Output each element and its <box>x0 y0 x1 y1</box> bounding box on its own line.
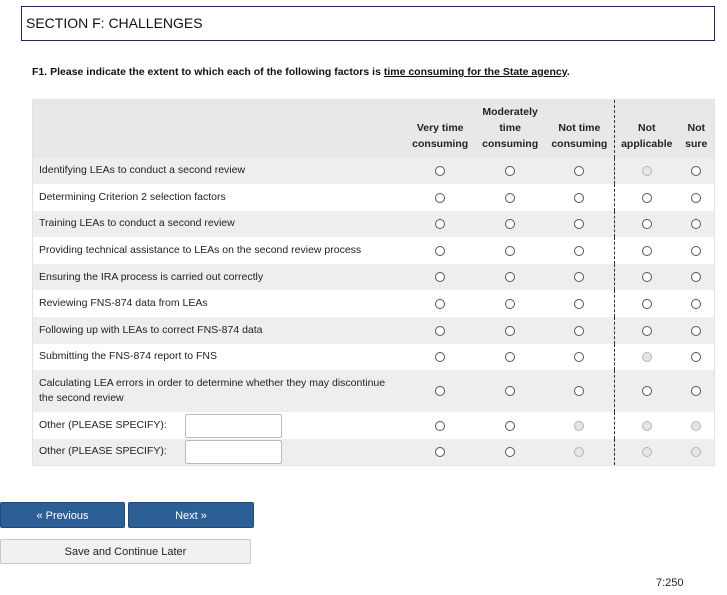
save-and-continue-later-button[interactable]: Save and Continue Later <box>0 539 251 564</box>
row-label: Providing technical assistance to LEAs on the second review process <box>33 237 405 264</box>
table-row <box>33 412 715 439</box>
radio-moderately-time-consuming[interactable] <box>505 447 515 457</box>
radio-very-time-consuming[interactable] <box>435 299 445 309</box>
radio-not-time-consuming[interactable] <box>574 219 584 229</box>
header-not-applicable: Not applicable <box>615 100 679 158</box>
radio-not-time-consuming[interactable] <box>574 246 584 256</box>
radio-not-time-consuming[interactable] <box>574 326 584 336</box>
page-indicator: 7:250 <box>656 577 684 589</box>
radio-not-sure[interactable] <box>691 386 701 396</box>
table-row <box>33 317 715 344</box>
next-button[interactable]: Next » <box>128 502 254 528</box>
radio-very-time-consuming[interactable] <box>435 447 445 457</box>
radio-very-time-consuming[interactable] <box>435 246 445 256</box>
radio-moderately-time-consuming[interactable] <box>505 421 515 431</box>
radio-not-time-consuming[interactable] <box>574 386 584 396</box>
question-emphasis: time consuming for the State agency <box>383 66 567 78</box>
radio-not-time-consuming[interactable] <box>574 299 584 309</box>
radio-very-time-consuming[interactable] <box>435 193 445 203</box>
radio-not-applicable <box>642 166 652 176</box>
header-not-sure: Not sure <box>679 100 715 158</box>
radio-moderately-time-consuming[interactable] <box>505 246 515 256</box>
radio-moderately-time-consuming[interactable] <box>505 386 515 396</box>
row-label-other <box>33 439 405 466</box>
radio-moderately-time-consuming[interactable] <box>505 272 515 282</box>
header-moderately-time-consuming: Moderately time consuming <box>476 100 545 158</box>
question-text <box>32 66 722 78</box>
radio-very-time-consuming[interactable] <box>435 421 445 431</box>
row-label: Calculating LEA errors in order to determine whether they may discontinue the second review <box>33 370 405 412</box>
section-title: SECTION F: CHALLENGES <box>21 6 715 41</box>
radio-not-applicable[interactable] <box>642 272 652 282</box>
radio-not-applicable[interactable] <box>642 219 652 229</box>
radio-not-applicable <box>642 352 652 362</box>
radio-very-time-consuming[interactable] <box>435 352 445 362</box>
radio-not-applicable[interactable] <box>642 326 652 336</box>
radio-moderately-time-consuming[interactable] <box>505 299 515 309</box>
radio-very-time-consuming[interactable] <box>435 386 445 396</box>
radio-very-time-consuming[interactable] <box>435 166 445 176</box>
radio-not-applicable <box>642 421 652 431</box>
table-row <box>33 264 715 291</box>
radio-not-sure[interactable] <box>691 246 701 256</box>
previous-button[interactable]: « Previous <box>0 502 125 528</box>
response-grid <box>32 99 715 466</box>
row-label: Submitting the FNS-874 report to FNS <box>33 344 405 371</box>
radio-not-sure[interactable] <box>691 166 701 176</box>
radio-not-time-consuming[interactable] <box>574 193 584 203</box>
radio-not-sure[interactable] <box>691 326 701 336</box>
other-specify-input[interactable] <box>185 414 282 438</box>
table-row <box>33 237 715 264</box>
radio-not-time-consuming <box>574 421 584 431</box>
table-row <box>33 439 715 466</box>
radio-moderately-time-consuming[interactable] <box>505 352 515 362</box>
radio-not-applicable[interactable] <box>642 299 652 309</box>
row-label: Reviewing FNS-874 data from LEAs <box>33 290 405 317</box>
row-label: Identifying LEAs to conduct a second review <box>33 158 405 185</box>
radio-not-time-consuming[interactable] <box>574 352 584 362</box>
other-label: Other (PLEASE SPECIFY): <box>39 445 167 458</box>
row-label: Determining Criterion 2 selection factors <box>33 184 405 211</box>
header-very-time-consuming: Very time consuming <box>405 100 476 158</box>
radio-not-sure[interactable] <box>691 299 701 309</box>
radio-not-sure <box>691 447 701 457</box>
row-label: Following up with LEAs to correct FNS-874 data <box>33 317 405 344</box>
radio-moderately-time-consuming[interactable] <box>505 193 515 203</box>
radio-not-sure[interactable] <box>691 352 701 362</box>
question-prefix: F1. Please indicate the extent to which each of the following factors is <box>32 66 384 78</box>
radio-not-time-consuming[interactable] <box>574 166 584 176</box>
radio-moderately-time-consuming[interactable] <box>505 326 515 336</box>
question-suffix: . <box>566 66 570 78</box>
radio-not-applicable <box>642 447 652 457</box>
radio-moderately-time-consuming[interactable] <box>505 166 515 176</box>
table-row <box>33 158 715 185</box>
radio-not-applicable[interactable] <box>642 246 652 256</box>
radio-very-time-consuming[interactable] <box>435 326 445 336</box>
row-label: Ensuring the IRA process is carried out correctly <box>33 264 405 291</box>
radio-not-applicable[interactable] <box>642 386 652 396</box>
radio-not-time-consuming <box>574 447 584 457</box>
header-not-time-consuming: Not time consuming <box>545 100 615 158</box>
radio-not-applicable[interactable] <box>642 193 652 203</box>
radio-not-time-consuming[interactable] <box>574 272 584 282</box>
table-row <box>33 184 715 211</box>
row-label-other <box>33 412 405 439</box>
radio-not-sure[interactable] <box>691 193 701 203</box>
radio-not-sure[interactable] <box>691 219 701 229</box>
other-specify-input[interactable] <box>185 440 282 464</box>
radio-very-time-consuming[interactable] <box>435 272 445 282</box>
table-row <box>33 370 715 412</box>
radio-moderately-time-consuming[interactable] <box>505 219 515 229</box>
table-row <box>33 211 715 238</box>
other-label: Other (PLEASE SPECIFY): <box>39 419 167 432</box>
radio-very-time-consuming[interactable] <box>435 219 445 229</box>
table-row <box>33 344 715 371</box>
row-label: Training LEAs to conduct a second review <box>33 211 405 238</box>
radio-not-sure <box>691 421 701 431</box>
header-blank <box>33 100 405 158</box>
table-row <box>33 290 715 317</box>
radio-not-sure[interactable] <box>691 272 701 282</box>
